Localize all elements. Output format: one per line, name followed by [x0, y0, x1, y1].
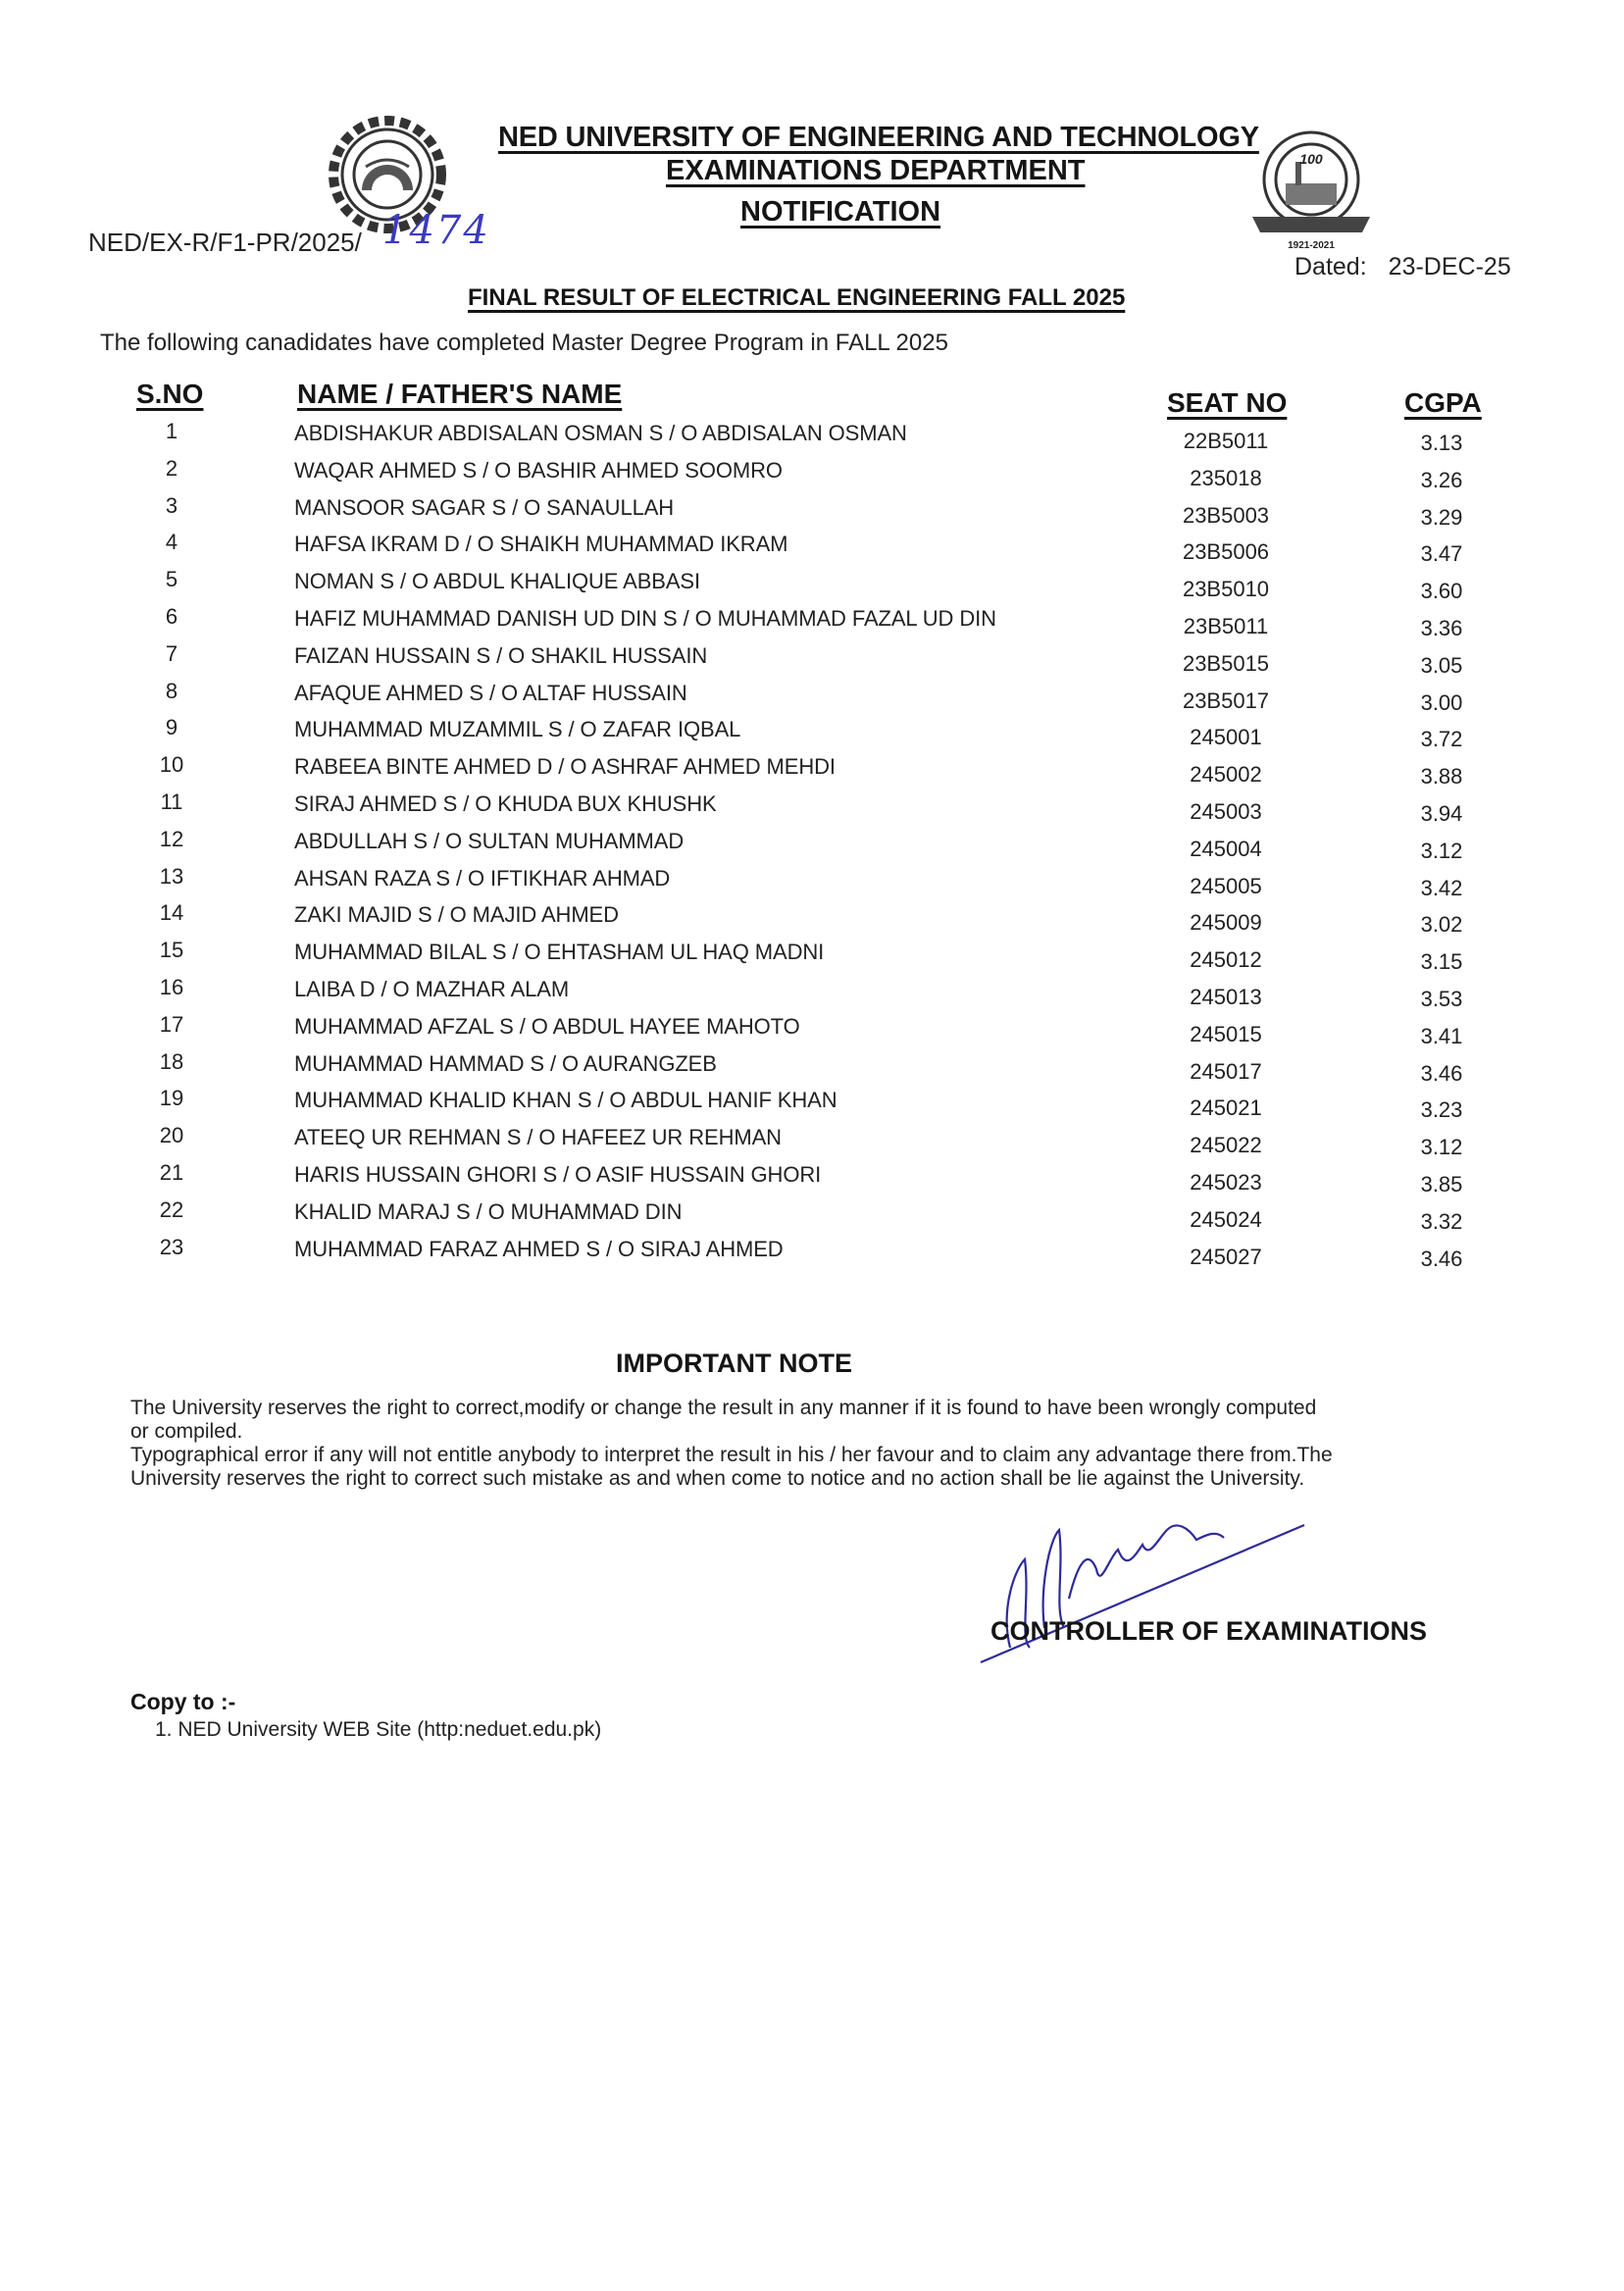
table-row — [0, 1012, 1624, 1049]
row-seat-no: 245002 — [1190, 762, 1262, 788]
row-seat-no: 245001 — [1190, 725, 1262, 750]
row-cgpa: 3.02 — [1420, 912, 1463, 938]
row-name: SIRAJ AHMED S / O KHUDA BUX KHUSHK — [294, 791, 717, 816]
row-seat-no: 245012 — [1190, 947, 1262, 973]
row-cgpa: 3.13 — [1420, 431, 1463, 455]
row-cgpa: 3.23 — [1420, 1097, 1463, 1123]
row-seat-no: 245022 — [1190, 1133, 1262, 1158]
row-seat-no: 23B5011 — [1183, 614, 1269, 638]
row-name: AFAQUE AHMED S / O ALTAF HUSSAIN — [294, 680, 687, 705]
department-name: EXAMINATIONS DEPARTMENT — [666, 155, 1086, 186]
table-row — [0, 641, 1624, 679]
row-seat-no: 23B5003 — [1182, 502, 1270, 528]
row-name: MANSOOR SAGAR S / O SANAULLAH — [294, 494, 675, 520]
signatory-title: CONTROLLER OF EXAMINATIONS — [990, 1616, 1427, 1646]
notification-heading: NOTIFICATION — [740, 196, 941, 228]
table-row — [0, 419, 1624, 456]
row-sno: 16 — [159, 975, 184, 999]
row-cgpa: 3.72 — [1420, 727, 1463, 752]
result-title: FINAL RESULT OF ELECTRICAL ENGINEERING FALL 2025 — [468, 284, 1126, 311]
row-seat-no: 23B5010 — [1182, 577, 1270, 602]
row-name: ZAKI MAJID S / O MAJID AHMED — [294, 902, 619, 928]
row-sno: 14 — [159, 900, 184, 926]
table-row — [0, 975, 1624, 1012]
row-cgpa: 3.85 — [1420, 1172, 1463, 1196]
copy-to-label: Copy to :- — [130, 1689, 236, 1714]
row-cgpa: 3.32 — [1420, 1208, 1463, 1234]
intro-text: The following canadidates have completed Master Degree Program in FALL 2025 — [100, 330, 948, 356]
row-sno: 11 — [160, 789, 183, 814]
table-row — [0, 1235, 1624, 1272]
row-cgpa: 3.42 — [1420, 875, 1463, 900]
row-seat-no: 245024 — [1190, 1206, 1262, 1232]
row-sno: 2 — [165, 455, 178, 481]
row-name: MUHAMMAD BILAL S / O EHTASHAM UL HAQ MADNI — [294, 940, 825, 965]
row-name: WAQAR AHMED S / O BASHIR AHMED SOOMRO — [294, 457, 783, 483]
row-name: AHSAN RAZA S / O IFTIKHAR AHMAD — [294, 865, 671, 891]
row-cgpa: 3.15 — [1420, 949, 1463, 975]
row-name: ABDISHAKUR ABDISALAN OSMAN S / O ABDISALAN OSMAN — [294, 421, 907, 445]
row-cgpa: 3.00 — [1420, 689, 1463, 715]
row-sno: 22 — [159, 1196, 184, 1222]
row-seat-no: 245004 — [1190, 836, 1262, 861]
table-row — [0, 567, 1624, 604]
column-header-cgpa: CGPA — [1404, 387, 1482, 418]
row-name: MUHAMMAD AFZAL S / O ABDUL HAYEE MAHOTO — [294, 1013, 800, 1039]
reference-handwritten-number: 1474 — [382, 208, 490, 253]
row-seat-no: 23B5017 — [1182, 687, 1270, 713]
row-cgpa: 3.29 — [1420, 504, 1463, 530]
row-seat-no: 235018 — [1190, 465, 1262, 490]
row-name: ABDULLAH S / O SULTAN MUHAMMAD — [294, 828, 685, 853]
table-row — [0, 1197, 1624, 1235]
row-seat-no: 245013 — [1190, 985, 1262, 1009]
row-cgpa: 3.46 — [1420, 1246, 1463, 1271]
row-name: MUHAMMAD HAMMAD S / O AURANGZEB — [294, 1050, 717, 1076]
row-sno: 23 — [159, 1234, 184, 1259]
row-seat-no: 245027 — [1190, 1244, 1262, 1269]
column-header-name: NAME / FATHER'S NAME — [297, 379, 623, 409]
seal-100-text: 100 — [1299, 151, 1323, 167]
row-cgpa: 3.26 — [1420, 467, 1463, 492]
table-row — [0, 1049, 1624, 1087]
row-cgpa: 3.12 — [1420, 838, 1463, 863]
dated-label: Dated: — [1294, 253, 1367, 280]
row-name: FAIZAN HUSSAIN S / O SHAKIL HUSSAIN — [294, 642, 708, 668]
row-seat-no: 245015 — [1190, 1021, 1262, 1046]
row-name: MUHAMMAD KHALID KHAN S / O ABDUL HANIF KHAN — [294, 1088, 837, 1113]
university-name: NED UNIVERSITY OF ENGINEERING AND TECHNOLOGY — [498, 122, 1259, 153]
note-paragraph: Typographical error if any will not entitle anybody to interpret the result in his / her favour and to claim any advantage there from.The University reserves the right to correct such mistake as and when come to notice and no action shall be lie against the University. — [130, 1444, 1333, 1490]
row-name: LAIBA D / O MAZHAR ALAM — [294, 977, 570, 1001]
row-name: RABEEA BINTE AHMED D / O ASHRAF AHMED MEHDI — [294, 754, 836, 780]
row-sno: 18 — [159, 1048, 184, 1074]
table-row — [0, 864, 1624, 901]
row-sno: 13 — [159, 863, 184, 889]
table-row — [0, 789, 1624, 827]
row-cgpa: 3.47 — [1420, 541, 1463, 567]
table-row — [0, 456, 1624, 493]
column-header-sno: S.NO — [136, 379, 204, 409]
row-seat-no: 245005 — [1190, 873, 1262, 898]
row-sno: 5 — [165, 567, 178, 592]
row-seat-no: 23B5006 — [1182, 539, 1270, 565]
seal-years-text: 1921-2021 — [1288, 240, 1335, 251]
row-seat-no: 245003 — [1190, 799, 1262, 824]
table-row — [0, 900, 1624, 938]
table-row — [0, 938, 1624, 975]
row-sno: 10 — [159, 752, 184, 778]
row-sno: 7 — [165, 640, 178, 666]
date-line — [1294, 253, 1511, 281]
row-sno: 20 — [159, 1123, 184, 1148]
row-sno: 1 — [165, 419, 178, 443]
table-row — [0, 530, 1624, 567]
row-sno: 17 — [159, 1011, 184, 1037]
row-seat-no: 245009 — [1190, 910, 1262, 936]
row-name: MUHAMMAD MUZAMMIL S / O ZAFAR IQBAL — [294, 717, 741, 742]
row-sno: 8 — [165, 678, 178, 703]
row-cgpa: 3.41 — [1420, 1023, 1463, 1048]
row-cgpa: 3.36 — [1420, 616, 1463, 640]
row-sno: 6 — [165, 604, 178, 629]
row-cgpa: 3.05 — [1420, 652, 1463, 678]
row-cgpa: 3.60 — [1420, 579, 1463, 604]
row-cgpa: 3.46 — [1420, 1060, 1463, 1086]
row-name: HAFIZ MUHAMMAD DANISH UD DIN S / O MUHAMMAD FAZAL UD DIN — [294, 606, 996, 631]
dated-value: 23-DEC-25 — [1388, 253, 1511, 280]
row-sno: 21 — [159, 1160, 184, 1185]
ned-centenary-seal-icon — [1241, 123, 1383, 255]
copy-to-item[interactable]: 1. NED University WEB Site (http:neduet.edu.pk) — [155, 1718, 602, 1741]
table-row — [0, 1160, 1624, 1197]
row-cgpa: 3.53 — [1420, 987, 1463, 1011]
important-note-title: IMPORTANT NOTE — [616, 1349, 852, 1378]
note-paragraph: The University reserves the right to correct,modify or change the result in any manner if it is found to have been wrongly computed or compiled. — [130, 1397, 1317, 1443]
row-cgpa: 3.12 — [1420, 1135, 1463, 1160]
column-header-seat: SEAT NO — [1167, 387, 1288, 418]
table-row — [0, 1123, 1624, 1160]
row-seat-no: 245023 — [1190, 1170, 1262, 1195]
table-row — [0, 1086, 1624, 1123]
row-sno: 15 — [159, 938, 184, 963]
row-name: ATEEQ UR REHMAN S / O HAFEEZ UR REHMAN — [294, 1125, 782, 1150]
row-seat-no: 245017 — [1190, 1058, 1262, 1084]
row-sno: 3 — [165, 492, 178, 518]
row-cgpa: 3.94 — [1420, 801, 1463, 826]
row-sno: 19 — [159, 1086, 184, 1111]
row-name: HARIS HUSSAIN GHORI S / O ASIF HUSSAIN GHORI — [294, 1162, 822, 1187]
row-name: HAFSA IKRAM D / O SHAIKH MUHAMMAD IKRAM — [294, 532, 788, 557]
row-seat-no: 245021 — [1190, 1095, 1262, 1121]
row-name: KHALID MARAJ S / O MUHAMMAD DIN — [294, 1198, 683, 1224]
row-seat-no: 23B5015 — [1182, 650, 1270, 676]
row-name: MUHAMMAD FARAZ AHMED S / O SIRAJ AHMED — [294, 1236, 784, 1261]
table-row — [0, 604, 1624, 641]
table-row — [0, 752, 1624, 789]
important-note-body — [130, 1397, 1337, 1491]
row-sno: 4 — [165, 530, 178, 555]
table-row — [0, 493, 1624, 531]
table-row — [0, 715, 1624, 752]
table-row — [0, 679, 1624, 716]
row-seat-no: 22B5011 — [1183, 429, 1269, 453]
row-name: NOMAN S / O ABDUL KHALIQUE ABBASI — [294, 569, 701, 594]
row-cgpa: 3.88 — [1420, 764, 1463, 789]
table-row — [0, 827, 1624, 864]
reference-number: NED/EX-R/F1-PR/2025/ — [88, 228, 362, 257]
row-sno: 9 — [165, 715, 178, 740]
row-sno: 12 — [159, 826, 184, 851]
